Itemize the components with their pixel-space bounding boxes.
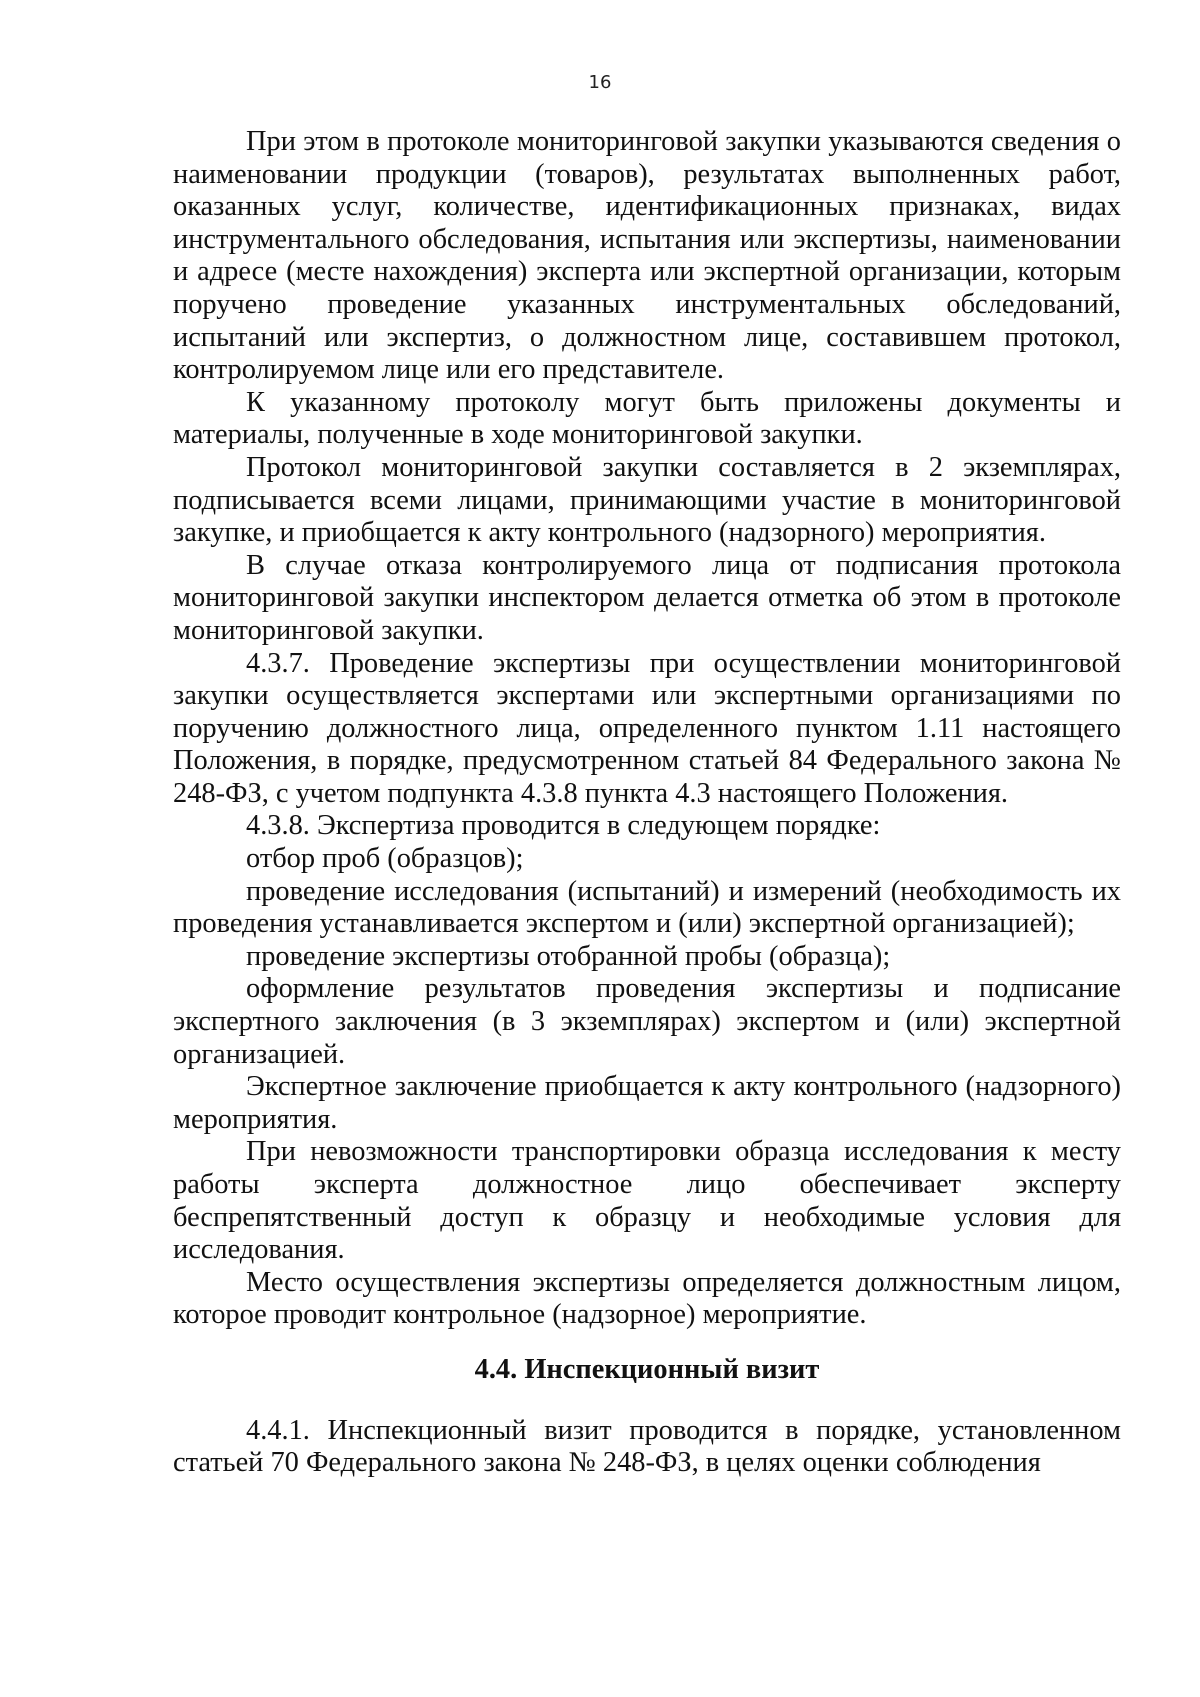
paragraph: При невозможности транспортировки образца исследования к месту работы эксперта должностное лицо обеспечивает эксперту беспрепятственный доступ к образцу и необходимые условия для исследования. [173, 1136, 1121, 1266]
page-number: 16 [588, 72, 612, 93]
paragraph: Протокол мониторинговой закупки составляется в 2 экземплярах, подписывается всеми лицами, принимающими участие в мониторинговой закупке, и приобщается к акту контрольного (надзорного) мероприятия. [173, 451, 1121, 549]
paragraph: При этом в протоколе мониторинговой закупки указываются сведения о наименовании продукции (товаров), результатах выполненных работ, оказанных услуг, количестве, идентификационных признаках, видах инструментального обследования, испытания или экспертизы, наименовании и адресе (месте нахождения) эксперта или экспертной организации, которым поручено проведение указанных инструментальных обследований, испытаний или экспертиз, о должностном лице, составившем протокол, контролируемом лице или его представителе. [173, 126, 1121, 386]
paragraph: 4.4.1. Инспекционный визит проводится в порядке, установленном статьей 70 Федерального закона № 248-ФЗ, в целях оценки соблюдения [173, 1414, 1121, 1479]
paragraph: В случае отказа контролируемого лица от подписания протокола мониторинговой закупки инспектором делается отметка об этом в протоколе мониторинговой закупки. [173, 549, 1121, 646]
list-item: отбор проб (образцов); [246, 843, 524, 875]
list-item: проведение экспертизы отобранной пробы (образца); [246, 940, 891, 972]
paragraph: 4.3.7. Проведение экспертизы при осуществлении мониторинговой закупки осуществляется экспертами или экспертными организациями по поручению должностного лица, определенного пунктом 1.11 настоящего Положения, в порядке, предусмотренном статьей 84 Федерального закона № 248-ФЗ, с учетом подпункта 4.3.8 пункта 4.3 настоящего Положения. [173, 647, 1121, 809]
section-heading: 4.4. Инспекционный визит [474, 1353, 820, 1385]
paragraph: 4.3.8. Экспертиза проводится в следующем порядке: [246, 810, 881, 842]
list-item: оформление результатов проведения экспертизы и подписание экспертного заключения (в 3 экземплярах) экспертом и (или) экспертной организацией. [173, 973, 1121, 1070]
paragraph: К указанному протоколу могут быть приложены документы и материалы, полученные в ходе мониторинговой закупки. [173, 386, 1121, 451]
list-item: проведение исследования (испытаний) и измерений (необходимость их проведения устанавливается экспертом и (или) экспертной организацией); [173, 875, 1121, 940]
paragraph: Место осуществления экспертизы определяется должностным лицом, которое проводит контрольное (надзорное) мероприятие. [173, 1266, 1121, 1331]
paragraph: Экспертное заключение приобщается к акту контрольного (надзорного) мероприятия. [173, 1071, 1121, 1135]
document-body [173, 126, 1121, 1480]
